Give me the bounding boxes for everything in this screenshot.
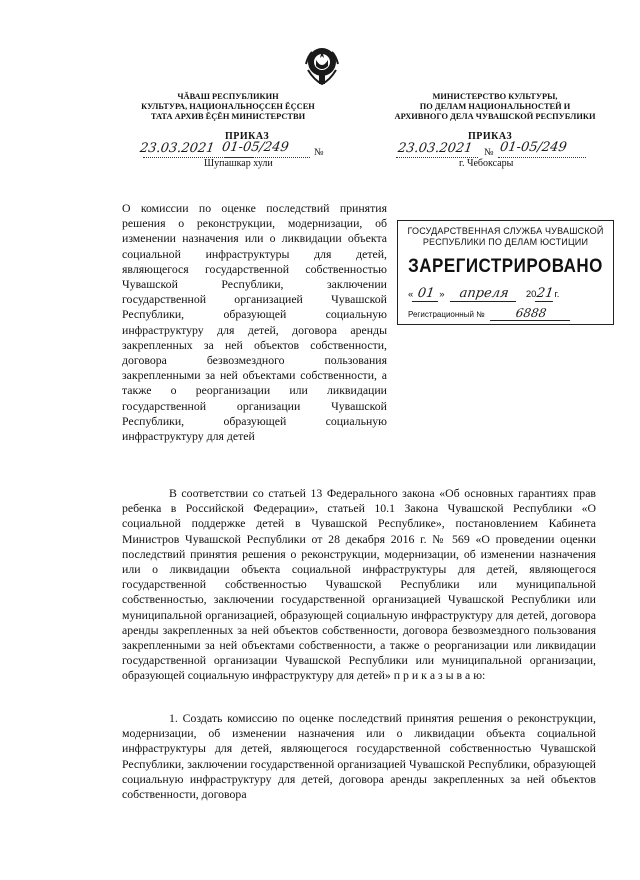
- stamp-year-suffix: 21: [536, 286, 555, 301]
- coat-of-arms-icon: [300, 40, 344, 88]
- header-left-line: ЧĂВАШ РЕСПУБЛИКИН: [177, 92, 279, 101]
- order-date-right: 23.03.2021: [396, 141, 474, 156]
- stamp-day: 01: [412, 286, 440, 302]
- stamp-year-prefix: 20: [525, 289, 537, 300]
- stamp-month: апреля: [450, 286, 518, 302]
- stamp-date-line: « 01 » апреля 2021г.: [408, 286, 560, 301]
- registration-stamp: [397, 220, 614, 325]
- header-right-line: МИНИСТЕРСТВО КУЛЬТУРЫ,: [432, 92, 558, 101]
- order-date-left: 23.03.2021: [138, 141, 216, 156]
- stamp-reg-label: Регистрационный №: [408, 310, 485, 319]
- body-paragraph-1: В соответствии со статьей 13 Федерального закона «Об основных гарантиях прав ребенка в Российской Федерации», статьей 10.1 Закона Чувашской Республики «О социальной поддержке детей в Чувашской Республике», постановлением Кабинета Министров Чувашской Республики от 28 декабря 2016 г. № 569 «О проведении оценки последствий принятия решения о реконструкции, модернизации, об изменении назначения или о ликвидации объекта социальной инфраструктуры для детей, являющегося государственной собственностью Чувашской Республики или муниципальной собственностью, заключении государственной организацией Чувашской Республики или муниципальной организацией, образующей социальную инфраструктуру для детей, договора аренды закрепленных за ней объектов собственности, договора безвозмездного пользования закрепленными за ней объектами собственности, а также о реорганизации или ликвидации государственной организации Чувашской Республики или муниципальной организации, образующей социальную инфраструктуру для детей» п р и к а з ы в а ю:: [122, 486, 596, 683]
- stamp-service-line: РЕСПУБЛИКИ ПО ДЕЛАМ ЮСТИЦИИ: [422, 237, 589, 247]
- stamp-service-line: ГОСУДАРСТВЕННАЯ СЛУЖБА ЧУВАШСКОЙ: [407, 226, 604, 236]
- body-paragraph-2: 1. Создать комиссию по оценке последствий принятия решения о реконструкции, модернизации, об изменении назначения или о ликвидации объекта социальной инфраструктуры для детей, являющегося государственной собственностью Чувашской Республики, заключении государственной организацией Чувашской Республики, образующей социальную инфраструктуру для детей, договора аренды закрепленных за ней объектов собственности, договора: [122, 711, 596, 802]
- stamp-reg-line: [408, 306, 571, 321]
- order-label-left: ПРИКАЗ: [225, 131, 270, 142]
- number-sign-right: №: [484, 147, 494, 158]
- order-number-left: 01-05/249: [220, 140, 290, 155]
- order-number-right: 01-05/249: [498, 140, 568, 155]
- order-label-right: ПРИКАЗ: [468, 131, 513, 142]
- city-left: Шупашкар хули: [204, 158, 273, 169]
- stamp-reg-number: 6888: [490, 306, 572, 321]
- number-sign-left: №: [314, 147, 324, 158]
- document-title: О комиссии по оценке последствий принятия решения о реконструкции, модернизации, об изменении назначения или о ликвидации объекта социальной инфраструктуры для детей, являющегося государственной собственностью Чувашской Республики, заключении государственной организацией Чувашской Республики, образующей социальную инфраструктуру для детей, договора аренды закрепленных за ней объектов собственности, договора безвозмездного пользования закрепленными за ней объектами собственности, а также о реорганизации или ликвидации государственной организации Чувашской Республики, образующей социальную инфраструктуру для детей: [122, 201, 387, 444]
- header-left-line: КУЛЬТУРА, НАЦИОНАЛЬНОÇСЕН ĔÇСЕН: [141, 102, 315, 111]
- header-right-line: ПО ДЕЛАМ НАЦИОНАЛЬНОСТЕЙ И: [419, 102, 571, 111]
- ministry-name-chuvash: [124, 92, 332, 122]
- header-left-line: ТАТА АРХИВ ĔÇĔН МИНИСТЕРСТВИ: [150, 112, 306, 121]
- city-right: г. Чебоксары: [459, 158, 514, 169]
- ministry-name-russian: [388, 92, 602, 122]
- stamp-year-mark: г.: [554, 289, 560, 300]
- header-right-line: АРХИВНОГО ДЕЛА ЧУВАШСКОЙ РЕСПУБЛИКИ: [394, 112, 596, 121]
- stamp-registered-text: ЗАРЕГИСТРИРОВАНО: [408, 254, 603, 277]
